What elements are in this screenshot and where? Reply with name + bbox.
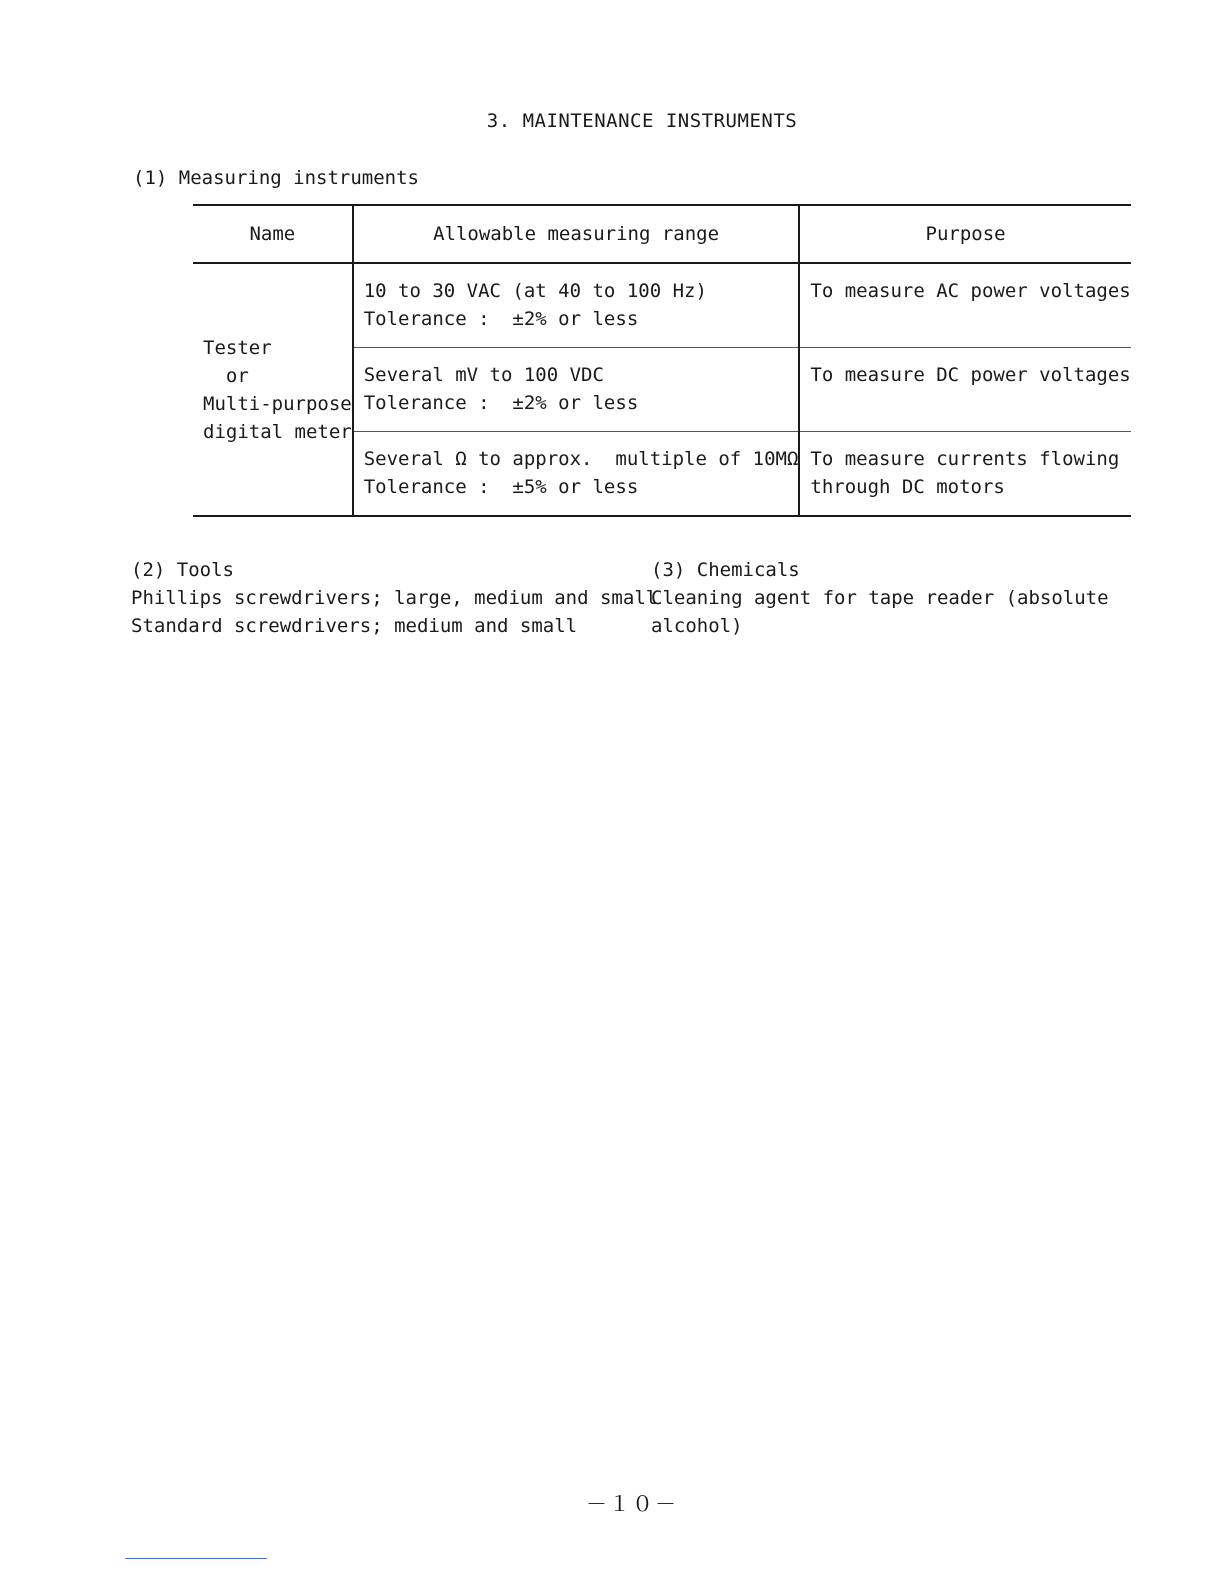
tools-line: Phillips screwdrivers; large, medium and small [131,587,658,609]
tolerance-line: Tolerance : ±2% or less [363,308,639,330]
purpose-cell [799,348,1130,432]
tolerance-line: Tolerance : ±5% or less [363,476,639,498]
section-heading-measuring-instruments: (1) Measuring instruments [133,167,419,189]
header-purpose: Purpose [799,205,1130,263]
range-line: Several mV to 100 VDC [363,364,604,386]
chemicals-line: Cleaning agent for tape reader (absolute [651,587,1109,609]
measuring-instruments-table [193,204,1131,517]
range-line: 10 to 30 VAC (at 40 to 100 Hz) [363,280,707,302]
range-cell [353,348,800,432]
range-cell [353,263,800,348]
instrument-name-line: Multi-purpose [203,392,352,415]
range-cell [353,432,800,517]
purpose-cell [799,263,1130,348]
section-heading-tools: (2) Tools [131,559,234,581]
purpose-line: To measure AC power voltages [810,280,1131,302]
table-row [193,263,1131,348]
tolerance-line: Tolerance : ±2% or less [363,392,639,414]
header-name: Name [193,205,353,263]
purpose-cell [799,432,1130,517]
instrument-name-cell [193,263,353,516]
header-allowable-range: Allowable measuring range [353,205,800,263]
tools-section [131,556,657,640]
instrument-name-line: Tester [203,336,272,359]
instrument-name-line: digital meter [203,420,352,443]
page-title: 3. MAINTENANCE INSTRUMENTS [486,110,798,132]
purpose-line: To measure DC power voltages [810,364,1131,386]
chemicals-line: alcohol) [651,615,743,637]
purpose-line: To measure currents flowing [810,448,1120,470]
footer-rule [125,1558,267,1559]
instrument-name-line: or [203,364,249,387]
chemicals-section [651,556,1109,640]
section-heading-chemicals: (3) Chemicals [651,559,800,581]
tools-line: Standard screwdrivers; medium and small [131,615,578,637]
range-line: Several Ω to approx. multiple of 10MΩ [363,448,799,470]
table-header-row [193,205,1131,263]
purpose-line: through DC motors [810,476,1005,498]
page-number: －１０－ [586,1492,678,1516]
